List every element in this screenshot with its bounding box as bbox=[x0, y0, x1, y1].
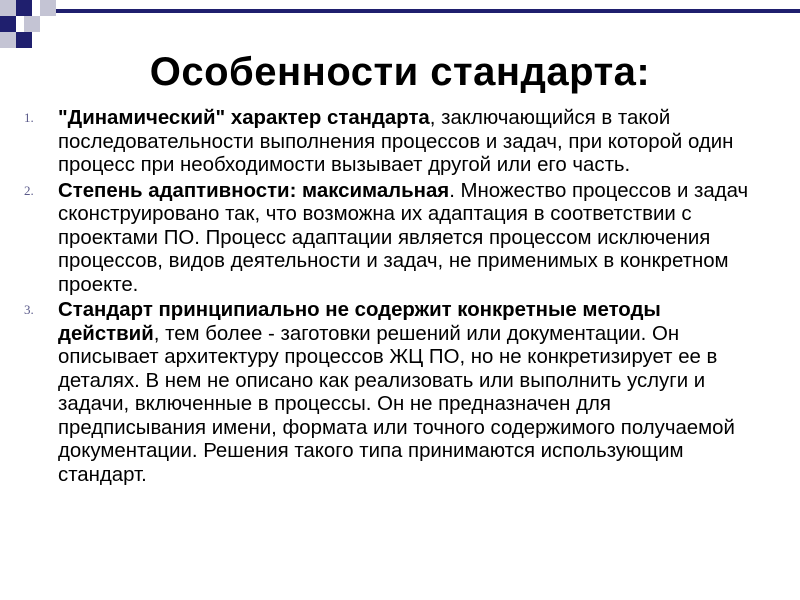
list-number: 1. bbox=[24, 110, 34, 125]
list-item bbox=[24, 107, 764, 178]
list-item-text bbox=[58, 107, 764, 178]
deco-square bbox=[16, 0, 32, 16]
list-number: 3. bbox=[24, 302, 34, 317]
list-item-body: . Множество процессов и задач сконструировано так, что возможна их адаптация в соответствии с проектами ПО. Процесс адаптации является процессом исключения процессов, видов деятельности и задач, не применимых в конкретном проекте. bbox=[58, 179, 749, 296]
list-item-bold: Степень адаптивности: максимальная bbox=[58, 179, 450, 202]
deco-square bbox=[40, 0, 56, 16]
deco-square bbox=[0, 16, 16, 32]
list-item-text bbox=[58, 299, 764, 487]
list-item-text bbox=[58, 180, 764, 298]
list-item-body: , тем более - заготовки решений или документации. Он описывает архитектуру процессов ЖЦ ПО, но не конкретизирует ее в деталях. В нем не описано как реализовать или выполнить услуги и задачи, включенные в процессы. Он не предназначен для предписывания имени, формата или точного содержимого получаемой документации. Решения такого типа принимаются использующим стандарт. bbox=[58, 322, 735, 486]
list-item-body: , заключающийся в такой последовательности выполнения процессов и задач, при которой один процесс при необходимости вызывает другой или его часть. bbox=[58, 107, 734, 176]
deco-line bbox=[56, 9, 800, 13]
slide-title: Особенности стандарта: bbox=[149, 50, 651, 94]
deco-square bbox=[0, 0, 16, 16]
list-item-bold: "Динамический" характер стандарта bbox=[58, 107, 430, 129]
deco-square bbox=[24, 16, 40, 32]
feature-list bbox=[24, 107, 764, 489]
list-number: 2. bbox=[24, 182, 34, 198]
list-item bbox=[24, 180, 764, 298]
list-item-bold: Стандарт принципиально не содержит конкретные методы действий bbox=[58, 299, 661, 345]
list-item bbox=[24, 299, 764, 487]
